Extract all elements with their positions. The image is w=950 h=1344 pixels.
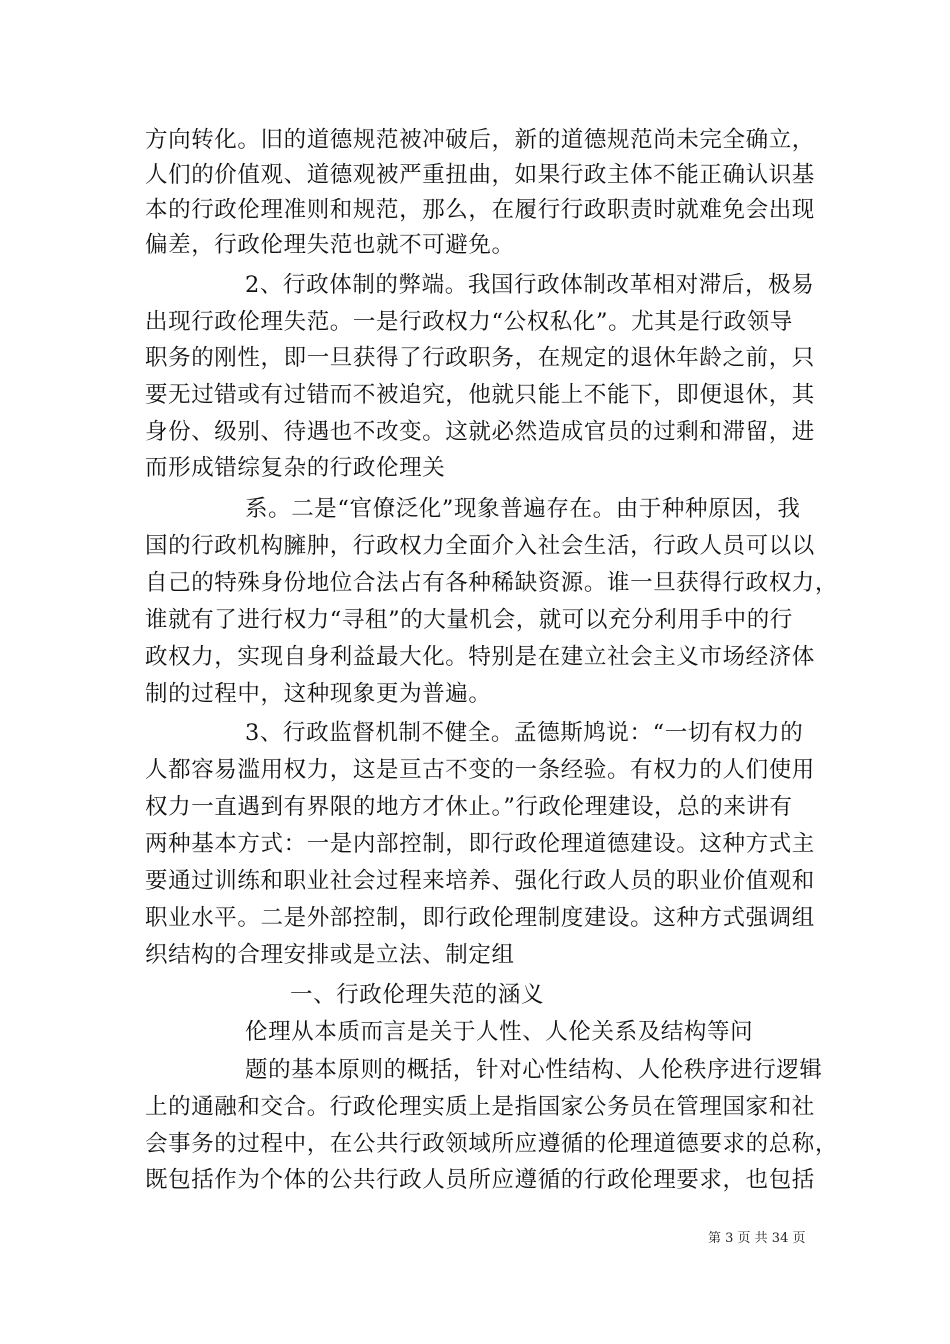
text-line-5: 2、行政体制的弊端。我国行政体制改革相对滞后，极易 — [245, 272, 815, 298]
text-line-2: 人们的价值观、道德观被严重扭曲，如果行政主体不能正确认识基 — [145, 162, 815, 188]
text-line-21: 要通过训练和职业社会过程来培养、强化行政人员的职业价值观和 — [145, 868, 815, 894]
text-line-23: 织结构的合理安排或是立法、制定组 — [145, 942, 515, 968]
text-line-16: 制的过程中，这种现象更为普遍。 — [145, 681, 492, 707]
text-line-12: 国的行政机构臃肿，行政权力全面介入社会生活，行政人员可以以 — [145, 533, 815, 559]
text-line-10: 而形成错综复杂的行政伦理关 — [145, 455, 446, 481]
text-line-9: 身份、级别、待遇也不改变。这就必然造成官员的过剩和滞留，进 — [145, 419, 815, 445]
text-line-7: 职务的刚性，即一旦获得了行政职务，在规定的退休年龄之前，只 — [145, 345, 815, 371]
text-line-14: 谁就有了进行权力“寻租”的大量机会，就可以充分利用手中的行 — [145, 607, 793, 633]
text-line-19: 权力一直遇到有界限的地方才休止。”行政伦理建设，总的来讲有 — [145, 794, 793, 820]
page-number: 第 3 页 共 34 页 — [708, 1231, 806, 1246]
text-line-11: 系。二是“官僚泛化”现象普遍存在。由于种种原因，我 — [245, 496, 801, 522]
section-heading: 一、行政伦理失范的涵义 — [290, 982, 545, 1008]
text-line-20: 两种基本方式：一是内部控制，即行政伦理道德建设。这种方式主 — [145, 831, 815, 857]
text-line-28: 会事务的过程中，在公共行政领域所应遵循的伦理道德要求的总称， — [145, 1131, 839, 1157]
text-line-22: 职业水平。二是外部控制，即行政伦理制度建设。这种方式强调组 — [145, 905, 815, 931]
text-line-13: 自己的特殊身份地位合法占有各种稀缺资源。谁一旦获得行政权力， — [145, 570, 839, 596]
text-line-4: 偏差，行政伦理失范也就不可避免。 — [145, 232, 515, 258]
text-line-6: 出现行政伦理失范。一是行政权力“公权私化”。尤其是行政领导 — [145, 309, 793, 335]
text-line-25: 伦理从本质而言是关于人性、人伦关系及结构等问 — [245, 1019, 754, 1045]
text-line-8: 要无过错或有过错而不被追究，他就只能上不能下，即便退休，其 — [145, 382, 815, 408]
text-line-27: 上的通融和交合。行政伦理实质上是指国家公务员在管理国家和社 — [145, 1094, 815, 1120]
text-line-15: 政权力，实现自身利益最大化。特别是在建立社会主义市场经济体 — [145, 644, 815, 670]
text-line-18: 人都容易滥用权力，这是亘古不变的一条经验。有权力的人们使用 — [145, 757, 815, 783]
text-line-17: 3、行政监督机制不健全。孟德斯鸠说：“一切有权力的 — [245, 720, 804, 746]
text-line-29: 既包括作为个体的公共行政人员所应遵循的行政伦理要求，也包括 — [145, 1167, 815, 1193]
text-line-26: 题的基本原则的概括，针对心性结构、人伦秩序进行逻辑 — [245, 1057, 823, 1083]
text-line-3: 本的行政伦理准则和规范，那么，在履行行政职责时就难免会出现 — [145, 197, 815, 223]
text-line-1: 方向转化。旧的道德规范被冲破后，新的道德规范尚未完全确立， — [145, 127, 815, 153]
